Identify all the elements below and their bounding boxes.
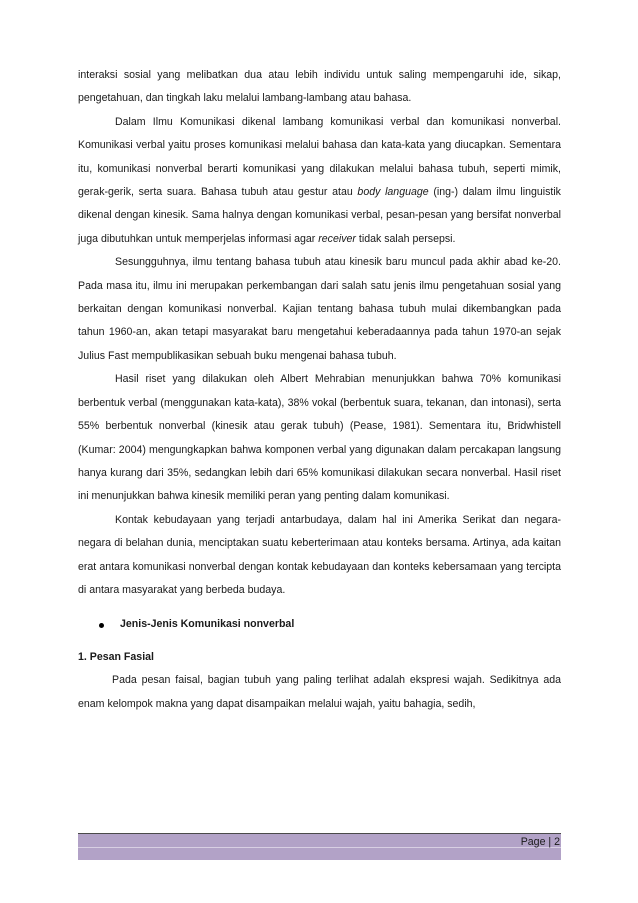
paragraph	[78, 111, 561, 251]
body-text	[78, 64, 561, 716]
bullet-item	[78, 613, 561, 636]
italic-term: receiver	[318, 232, 356, 245]
bullet-icon	[99, 623, 104, 628]
bullet-heading: Jenis-Jenis Komunikasi nonverbal	[120, 618, 295, 631]
paragraph: interaksi sosial yang melibatkan dua atau lebih individu untuk saling mempengaruhi ide, sikap, pengetahuan, dan tingkah laku melalui lambang-lambang atau bahasa.	[78, 69, 561, 105]
footer-band-split	[78, 847, 561, 848]
paragraph: Sesungguhnya, ilmu tentang bahasa tubuh atau kinesik baru muncul pada akhir abad ke-20. Pada masa itu, ilmu ini merupakan perkembangan dari salah satu jenis ilmu pengetahuan sosial yang berkaitan dengan komunikasi nonverbal. Kajian tentang bahasa tubuh mulai dikembangkan pada tahun 1960-an, akan tetapi masyarakat baru mengetahui keberadaannya pada tahun 1970-an sejak Julius Fast mempublikasikan sebuah buku mengenai bahasa tubuh.	[78, 256, 561, 362]
paragraph: Kontak kebudayaan yang terjadi antarbudaya, dalam hal ini Amerika Serikat dan negara-negara di belahan dunia, menciptakan suatu keberterimaan atau konteks bersama. Artinya, ada kaitan erat antara komunikasi nonverbal dengan kontak kebudayaan dan konteks kebersamaan yang tercipta di antara masyarakat yang berbeda budaya.	[78, 513, 561, 596]
paragraph: Pada pesan faisal, bagian tubuh yang paling terlihat adalah ekspresi wajah. Sedikitnya ada enam kelompok makna yang dapat disampaikan melalui wajah, yaitu bahagia, sedih,	[78, 674, 561, 710]
section-heading: 1. Pesan Fasial	[78, 650, 154, 663]
text-run: Dalam Ilmu Komunikasi dikenal lambang komunikasi verbal dan komunikasi nonverbal. Komunikasi verbal yaitu proses komunikasi melalui bahasa dan kata-kata yang diucapkan. Sementara itu, komunikasi nonverbal berarti komunikasi yang dilakukan melalui bahasa tubuh, seperti mimik, gerak-gerik, serta suara. Bahasa tubuh atau gestur atau	[78, 115, 561, 199]
paragraph: Hasil riset yang dilakukan oleh Albert Mehrabian menunjukkan bahwa 70% komunikasi berbentuk verbal (menggunakan kata-kata), 38% vokal (berbentuk suara, tekanan, dan intonasi), serta 55% berbentuk nonverbal (kinesik atau gerak tubuh) (Pease, 1981). Sementara itu, Bridwhistell (Kumar: 2004) mengungkapkan bahwa komponen verbal yang digunakan dalam percakapan langsung hanya kurang dari 35%, sedangkan lebih dari 65% komunikasi dilakukan secara nonverbal. Hasil riset ini menunjukkan bahwa kinesik memiliki peran yang penting dalam komunikasi.	[78, 373, 561, 503]
text-run: tidak salah persepsi.	[355, 232, 456, 245]
italic-term: body language	[357, 186, 429, 199]
text-run: (ing-) dalam ilmu linguistik dikenal dengan kinesik. Sama halnya dengan komunikasi verbal, pesan-pesan yang bersifat nonverbal juga dibutuhkan untuk memperjelas informasi agar	[78, 186, 561, 245]
page-number: Page | 2	[520, 836, 560, 848]
